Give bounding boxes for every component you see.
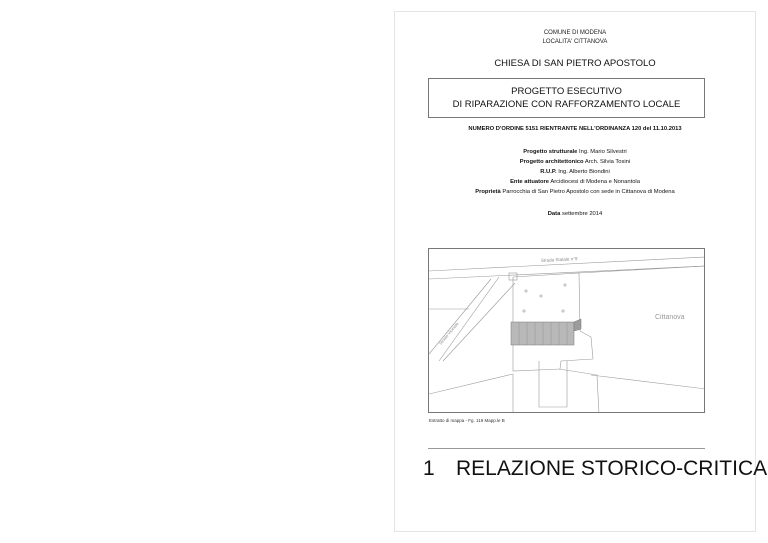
map-side-street-label: Strada Viciniale bbox=[437, 321, 460, 346]
credit-proprieta: Proprietà Parrocchia di San Pietro Apostolo con sede in Cittanova di Modena bbox=[475, 189, 675, 195]
ordine-number: NUMERO D'ORDINE 5151 RIENTRANTE NELL'ORDINANZA 120 del 11.10.2013 bbox=[468, 126, 682, 132]
project-title-line2: DI RIPARAZIONE CON RAFFORZAMENTO LOCALE bbox=[452, 99, 681, 110]
map-caption: Estratto di mappa - Fg. 119 Mapp.le B bbox=[429, 418, 505, 423]
project-title-line1: PROGETTO ESECUTIVO bbox=[511, 86, 622, 97]
map-locality-label: Cittanova bbox=[655, 314, 685, 321]
credit-ente: Ente attuatore Arcidiocesi di Modena e Nonantola bbox=[510, 179, 640, 185]
cadastral-map bbox=[428, 248, 705, 413]
localita-label: LOCALITA' CITTANOVA bbox=[542, 39, 608, 45]
map-street-label: Strada Statale n°9 bbox=[540, 256, 578, 263]
document-page bbox=[394, 11, 768, 532]
section-title: RELAZIONE STORICO-CRITICA bbox=[456, 457, 768, 480]
credit-rup: R.U.P. Ing. Alberto Biondini bbox=[540, 169, 610, 175]
credit-structural: Progetto strutturale Ing. Mario Silvestri bbox=[523, 149, 627, 155]
church-title: CHIESA DI SAN PIETRO APOSTOLO bbox=[494, 58, 656, 69]
section-number: 1 bbox=[423, 457, 435, 480]
cadastral-map-drawing bbox=[429, 249, 705, 413]
section-heading bbox=[423, 457, 767, 481]
date-line: Data settembre 2014 bbox=[547, 211, 603, 217]
credit-architectural: Progetto architettonico Arch. Silvia Tosini bbox=[519, 159, 631, 165]
project-title-box bbox=[428, 78, 705, 118]
comune-label: COMUNE DI MODENA bbox=[543, 30, 607, 36]
section-divider bbox=[428, 448, 705, 449]
